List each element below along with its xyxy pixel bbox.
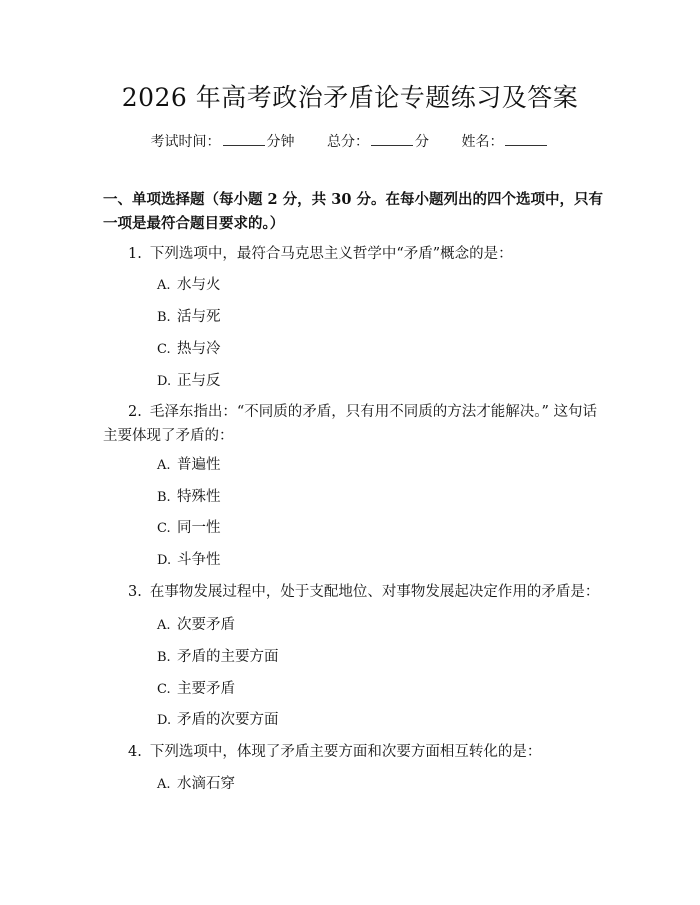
option-letter: A. bbox=[157, 458, 171, 473]
option-letter: D. bbox=[157, 553, 172, 568]
section-heading: 一、单项选择题（每小题 2 分，共 30 分。在每小题列出的四个选项中，只有一项是最符合题目要求的。） bbox=[103, 191, 603, 232]
option-letter: C. bbox=[157, 521, 171, 536]
option-letter: A. bbox=[157, 618, 171, 633]
option-text: 主要矛盾 bbox=[177, 681, 235, 697]
option-1a bbox=[157, 273, 597, 298]
option-text: 矛盾的次要方面 bbox=[177, 712, 279, 728]
option-letter: C. bbox=[157, 682, 171, 697]
option-4a bbox=[157, 772, 597, 797]
option-text: 普遍性 bbox=[177, 457, 221, 473]
exam-time-unit: 分钟 bbox=[266, 134, 295, 150]
question-4 bbox=[103, 740, 603, 764]
option-text: 斗争性 bbox=[177, 552, 221, 568]
question-1 bbox=[103, 242, 603, 266]
option-letter: D. bbox=[157, 374, 172, 389]
option-letter: D. bbox=[157, 713, 172, 728]
question-3 bbox=[103, 580, 603, 604]
page-title: 2026 年高考政治矛盾论专题练习及答案 bbox=[121, 83, 579, 112]
option-text: 水滴石穿 bbox=[177, 776, 235, 792]
question-text: 在事物发展过程中，处于支配地位、对事物发展起决定作用的矛盾是： bbox=[149, 584, 600, 600]
question-number: 2. bbox=[128, 404, 142, 420]
question-2 bbox=[103, 400, 603, 448]
question-number: 3. bbox=[128, 584, 142, 600]
exam-time-blank bbox=[223, 131, 265, 146]
option-1c bbox=[157, 337, 597, 362]
option-text: 次要矛盾 bbox=[177, 617, 235, 633]
option-text: 同一性 bbox=[177, 520, 221, 536]
option-3d bbox=[157, 708, 597, 733]
option-3a bbox=[157, 613, 597, 638]
option-text: 水与火 bbox=[177, 277, 221, 293]
option-text: 特殊性 bbox=[177, 489, 221, 505]
option-text: 热与冷 bbox=[177, 341, 221, 357]
option-letter: B. bbox=[157, 490, 171, 505]
total-score-blank bbox=[371, 131, 413, 146]
option-1b bbox=[157, 305, 597, 330]
option-text: 活与死 bbox=[177, 309, 221, 325]
option-letter: C. bbox=[157, 342, 171, 357]
question-text: 下列选项中，最符合马克思主义哲学中“矛盾”概念的是： bbox=[149, 246, 513, 262]
option-2a bbox=[157, 453, 597, 478]
total-score-field bbox=[327, 131, 429, 152]
option-3c bbox=[157, 677, 597, 702]
option-text: 正与反 bbox=[177, 373, 221, 389]
option-letter: B. bbox=[157, 650, 171, 665]
option-3b bbox=[157, 645, 597, 670]
option-2d bbox=[157, 548, 597, 573]
question-number: 4. bbox=[128, 744, 142, 760]
option-2c bbox=[157, 516, 597, 541]
total-score-label: 总分： bbox=[327, 134, 369, 150]
exam-time-label: 考试时间： bbox=[150, 134, 221, 150]
option-letter: B. bbox=[157, 310, 171, 325]
option-text: 矛盾的主要方面 bbox=[177, 649, 279, 665]
question-number: 1. bbox=[128, 246, 142, 262]
question-text: 下列选项中，体现了矛盾主要方面和次要方面相互转化的是： bbox=[149, 744, 542, 760]
question-text: 毛泽东指出：“不同质的矛盾，只有用不同质的方法才能解决。” 这句话主要体现了矛盾的： bbox=[103, 404, 598, 444]
total-score-unit: 分 bbox=[415, 134, 429, 150]
name-label: 姓名： bbox=[461, 134, 504, 150]
option-1d bbox=[157, 369, 597, 394]
name-blank bbox=[505, 131, 547, 146]
option-letter: A. bbox=[157, 777, 171, 792]
exam-info-line bbox=[0, 131, 700, 152]
option-2b bbox=[157, 485, 597, 510]
option-letter: A. bbox=[157, 278, 171, 293]
name-field bbox=[461, 131, 549, 152]
exam-time-field bbox=[151, 131, 295, 152]
